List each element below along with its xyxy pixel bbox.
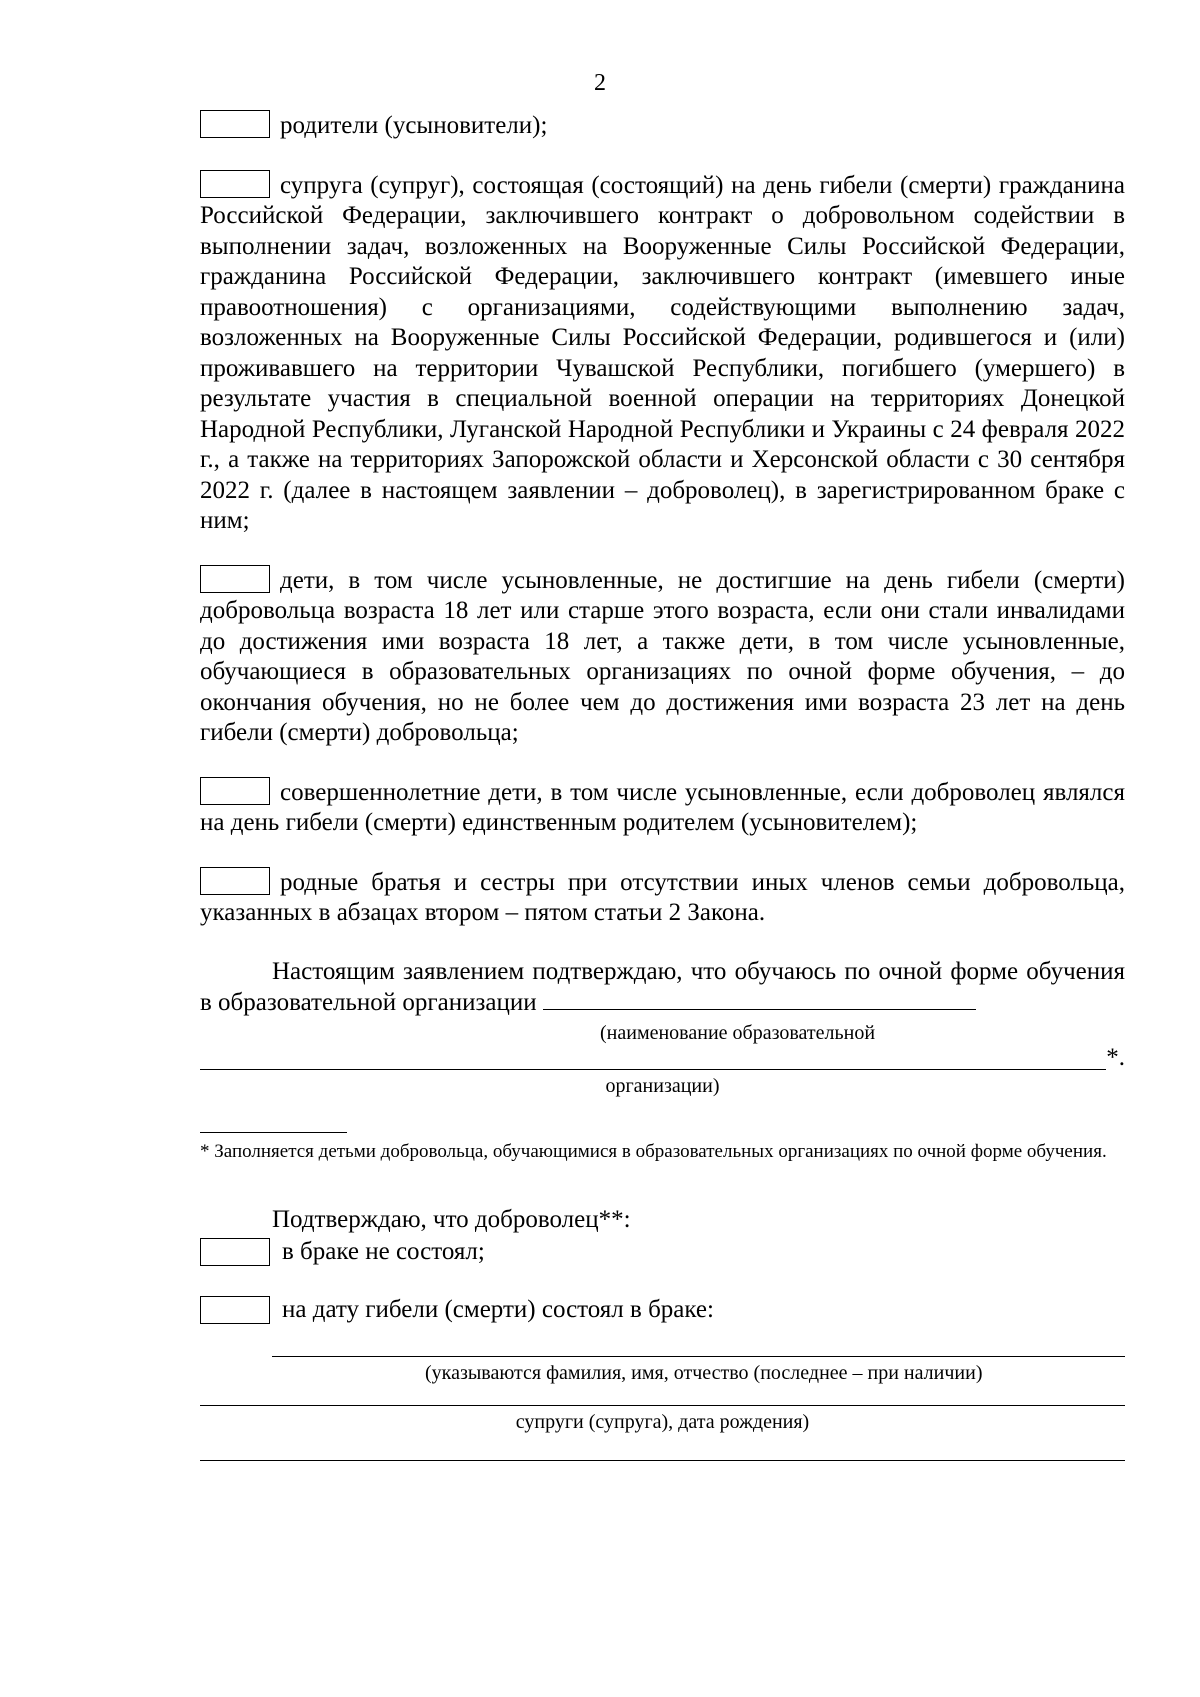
organization-caption-2: организации) [605, 1074, 720, 1097]
option-adult-children [200, 777, 1125, 839]
option-children-text: дети, в том числе усыновленные, не достигшие на день гибели (смерти) добровольца возраста 18 лет или старше этого возраста, если они стали инвалидами до достижения ими возраста 18 лет, а также дети, в том числе усыновленные, обучающиеся в образовательных организациях по очной форме обучения, – до окончания обучения, но не более чем до достижения ими возраста 23 лет на день гибели (смерти) добровольца; [200, 566, 1125, 746]
organization-name-field-2[interactable] [200, 1045, 1106, 1070]
option-not-married [200, 1237, 1125, 1268]
option-spouse [200, 170, 1125, 537]
option-married-text: на дату гибели (смерти) состоял в браке: [282, 1296, 714, 1323]
checkbox-adult-children[interactable] [200, 777, 270, 805]
organization-end-mark: *. [1106, 1043, 1125, 1071]
option-siblings-text: родные братья и сестры при отсутствии иных членов семьи добровольца, указанных в абзацах втором – пятом статьи 2 Закона. [200, 868, 1125, 926]
footnote: * Заполняется детьми добровольца, обучающимися в образовательных организациях по очной форме обучения. [200, 1140, 1107, 1162]
organization-name-field[interactable] [543, 987, 976, 1010]
option-parents-text: родители (усыновители); [280, 112, 548, 139]
organization-caption-1: (наименование образовательной [600, 1021, 876, 1044]
organization-line-row [200, 1045, 1125, 1070]
spouse-caption-2: супруги (супруга), дата рождения) [515, 1410, 810, 1433]
spouse-name-field-2[interactable] [200, 1385, 1125, 1406]
checkbox-married[interactable] [200, 1296, 270, 1324]
study-statement [200, 957, 1125, 1019]
option-not-married-text: в браке не состоял; [282, 1237, 485, 1265]
spouse-caption-1: (указываются фамилия, имя, отчество (последнее – при наличии) [425, 1361, 983, 1384]
spouse-name-field[interactable] [272, 1326, 1125, 1357]
option-parents [200, 110, 1125, 142]
option-adult-children-text: совершеннолетние дети, в том числе усыновленные, если доброволец являлся на день гибели (смерти) единственным родителем (усыновителем); [200, 778, 1125, 836]
option-married [200, 1295, 1125, 1326]
checkbox-not-married[interactable] [200, 1238, 270, 1266]
checkbox-parents[interactable] [200, 110, 270, 138]
page-number: 2 [594, 70, 606, 96]
study-statement-text: Настоящим заявлением подтверждаю, что обучаюсь по очной форме обучения в образовательной организации [200, 957, 1125, 1016]
option-children [200, 565, 1125, 749]
confirm-heading: Подтверждаю, что доброволец**: [272, 1205, 631, 1233]
option-spouse-text: супруга (супруг), состоящая (состоящий) на день гибели (смерти) гражданина Российской Федерации, заключившего контракт о добровольном содействии в выполнении задач, возложенных на Вооруженные Силы Российской Федерации, гражданина Российской Федерации, заключившего контракт (имевшего иные правоотношения) с организациями, содействующими выполнению задач, возложенных на Вооруженные Силы Российской Федерации, родившегося и (или) проживавшего на территории Чувашской Республики, погибшего (умершего) в результате участия в специальной военной операции на территориях Донецкой Народной Республики, Луганской Народной Республики и Украины с 24 февраля 2022 г., а также на территориях Запорожской области и Херсонской области с 30 сентября 2022 г. (далее в настоящем заявлении – доброволец), в зарегистрированном браке с ним; [200, 171, 1125, 534]
document-body [200, 110, 1125, 1461]
spouse-birthdate-field[interactable] [200, 1434, 1125, 1461]
checkbox-children[interactable] [200, 565, 270, 593]
checkbox-siblings[interactable] [200, 867, 270, 895]
footnote-rule [200, 1132, 347, 1133]
checkbox-spouse[interactable] [200, 170, 270, 198]
option-siblings [200, 867, 1125, 929]
